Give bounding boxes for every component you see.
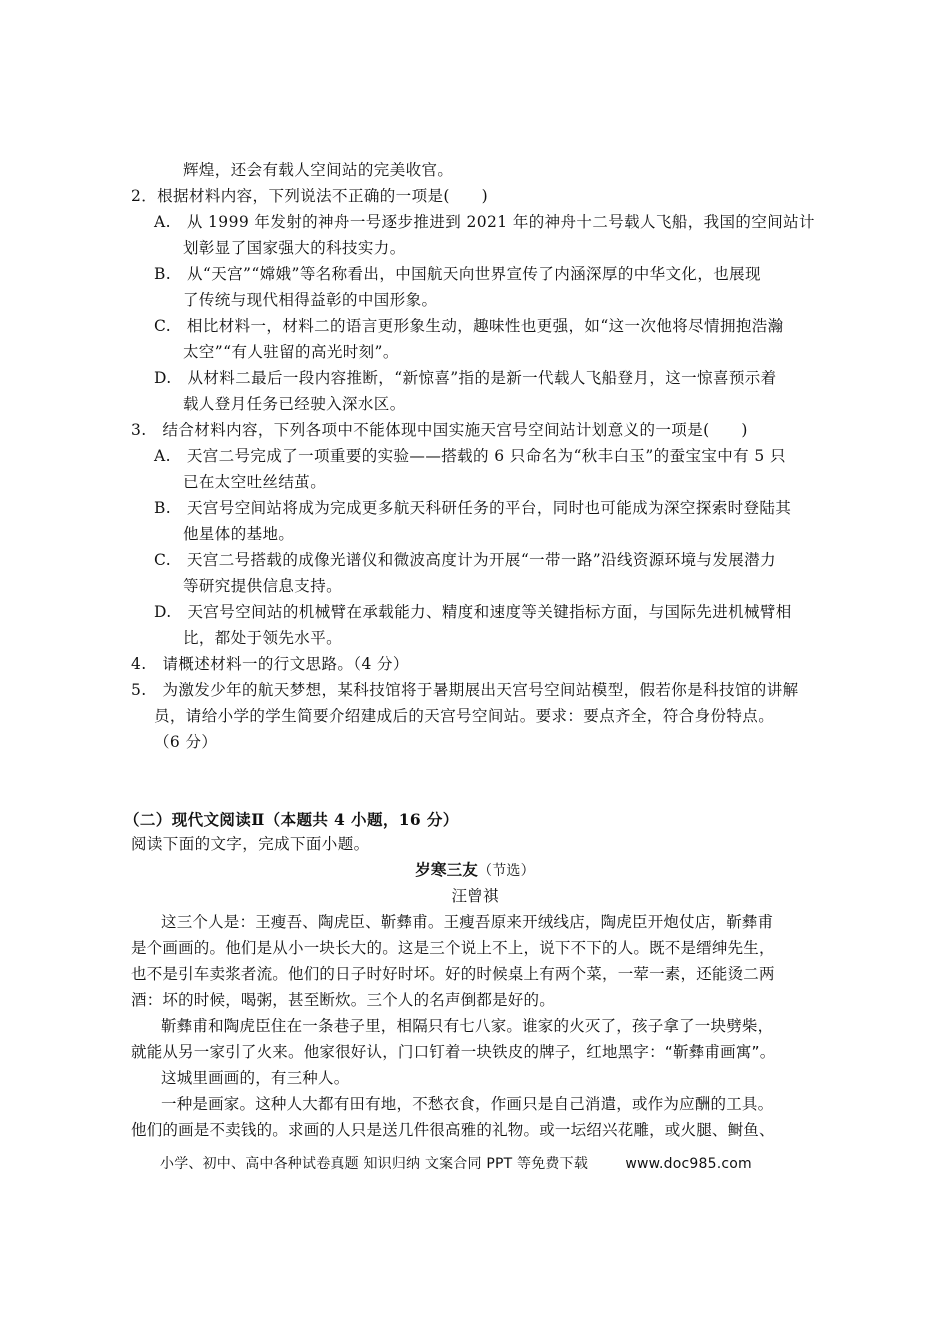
footer-promo xyxy=(160,1153,752,1173)
passage-title xyxy=(0,860,950,881)
q5-stem: 5. 为激发少年的航天梦想，某科技馆将于暑期展出天宫号空间站模型，假若你是科技馆的讲解 xyxy=(131,681,799,699)
passage-p4-line1: 一种是画家。这种人大都有田有地，不愁衣食，作画只是自己消遣，或作为应酬的工具。 xyxy=(161,1095,774,1113)
section-instruction: 阅读下面的文字，完成下面小题。 xyxy=(131,835,370,853)
q1-tail-line: 辉煌，还会有载人空间站的完美收官。 xyxy=(183,161,454,179)
q2-option-d: D. 从材料二最后一段内容推断，“新惊喜”指的是新一代载人飞船登月，这一惊喜预示着 xyxy=(154,369,777,387)
q3-option-d: D. 天宫号空间站的机械臂在承载能力、精度和速度等关键指标方面，与国际先进机械臂相 xyxy=(154,603,792,621)
footer-text: 小学、初中、高中各种试卷真题 知识归纳 文案合同 PPT 等免费下载 xyxy=(160,1156,589,1172)
q5-stem-cont: 员，请给小学的学生简要介绍建成后的天宫号空间站。要求：要点齐全，符合身份特点。 xyxy=(154,707,775,725)
q3-option-b-cont: 他星体的基地。 xyxy=(183,525,295,543)
section-heading: （二）现代文阅读Ⅱ（本题共 4 小题，16 分） xyxy=(124,810,459,829)
q3-option-c-cont: 等研究提供信息支持。 xyxy=(183,577,343,595)
passage-p2-line2: 就能从另一家引了火来。他家很好认，门口钉着一块铁皮的牌子，红地黑字：“靳彝甫画寓”。 xyxy=(131,1043,776,1061)
passage-p1-line3: 也不是引车卖浆者流。他们的日子时好时坏。好的时候桌上有两个菜，一荤一素，还能烫二两 xyxy=(131,965,775,983)
passage-p1-line2: 是个画画的。他们是从小一块长大的。这是三个说上不上，说下不下的人。既不是缙绅先生， xyxy=(131,939,775,957)
q2-option-b: B. 从“天宫”“嫦娥”等名称看出，中国航天向世界宣传了内涵深厚的中华文化，也展现 xyxy=(154,265,761,283)
passage-p4-line2: 他们的画是不卖钱的。求画的人只是送几件很高雅的礼物。或一坛绍兴花雕，或火腿、鲥鱼、 xyxy=(131,1121,775,1139)
q4-stem: 4. 请概述材料一的行文思路。（4 分） xyxy=(131,655,409,673)
passage-p1-line4: 酒：坏的时候，喝粥，甚至断炊。三个人的名声倒都是好的。 xyxy=(131,991,555,1009)
passage-p3-line1: 这城里画画的，有三种人。 xyxy=(161,1069,350,1087)
q5-score: （6 分） xyxy=(154,733,218,751)
q3-option-a: A. 天宫二号完成了一项重要的实验——搭载的 6 只命名为“秋丰白玉”的蚕宝宝中有 5 只 xyxy=(154,447,786,465)
q2-option-c-cont: 太空”“有人驻留的高光时刻”。 xyxy=(183,343,399,361)
footer-url[interactable]: www.doc985.com xyxy=(625,1156,752,1172)
q2-option-a-cont: 划彰显了国家强大的科技实力。 xyxy=(183,239,406,257)
q2-option-b-cont: 了传统与现代相得益彰的中国形象。 xyxy=(183,291,438,309)
passage-title-note: （节选） xyxy=(478,863,535,879)
q2-option-a: A. 从 1999 年发射的神舟一号逐步推进到 2021 年的神舟十二号载人飞船，我国的空间站计 xyxy=(154,213,815,231)
passage-author: 汪曾祺 xyxy=(451,887,499,905)
q2-option-d-cont: 载人登月任务已经驶入深水区。 xyxy=(183,395,406,413)
q3-option-d-cont: 比，都处于领先水平。 xyxy=(183,629,343,647)
q2-option-c: C. 相比材料一，材料二的语言更形象生动，趣味性也更强，如“这一次他将尽情拥抱浩瀚 xyxy=(154,317,784,335)
q3-option-a-cont: 已在太空吐丝结茧。 xyxy=(183,473,327,491)
q3-stem: 3. 结合材料内容，下列各项中不能体现中国实施天宫号空间站计划意义的一项是( ) xyxy=(131,421,748,439)
q3-option-c: C. 天宫二号搭载的成像光谱仪和微波高度计为开展“一带一路”沿线资源环境与发展潜力 xyxy=(154,551,776,569)
passage-p2-line1: 靳彝甫和陶虎臣住在一条巷子里，相隔只有七八家。谁家的火灭了，孩子拿了一块劈柴， xyxy=(161,1017,774,1035)
q2-stem: 2．根据材料内容，下列说法不正确的一项是( ) xyxy=(131,187,489,205)
q3-option-b: B. 天宫号空间站将成为完成更多航天科研任务的平台，同时也可能成为深空探索时登陆其 xyxy=(154,499,792,517)
passage-p1-line1: 这三个人是：王瘦吾、陶虎臣、靳彝甫。王瘦吾原来开绒线店，陶虎臣开炮仗店，靳彝甫 xyxy=(161,913,774,931)
passage-title-main: 岁寒三友 xyxy=(415,861,478,879)
